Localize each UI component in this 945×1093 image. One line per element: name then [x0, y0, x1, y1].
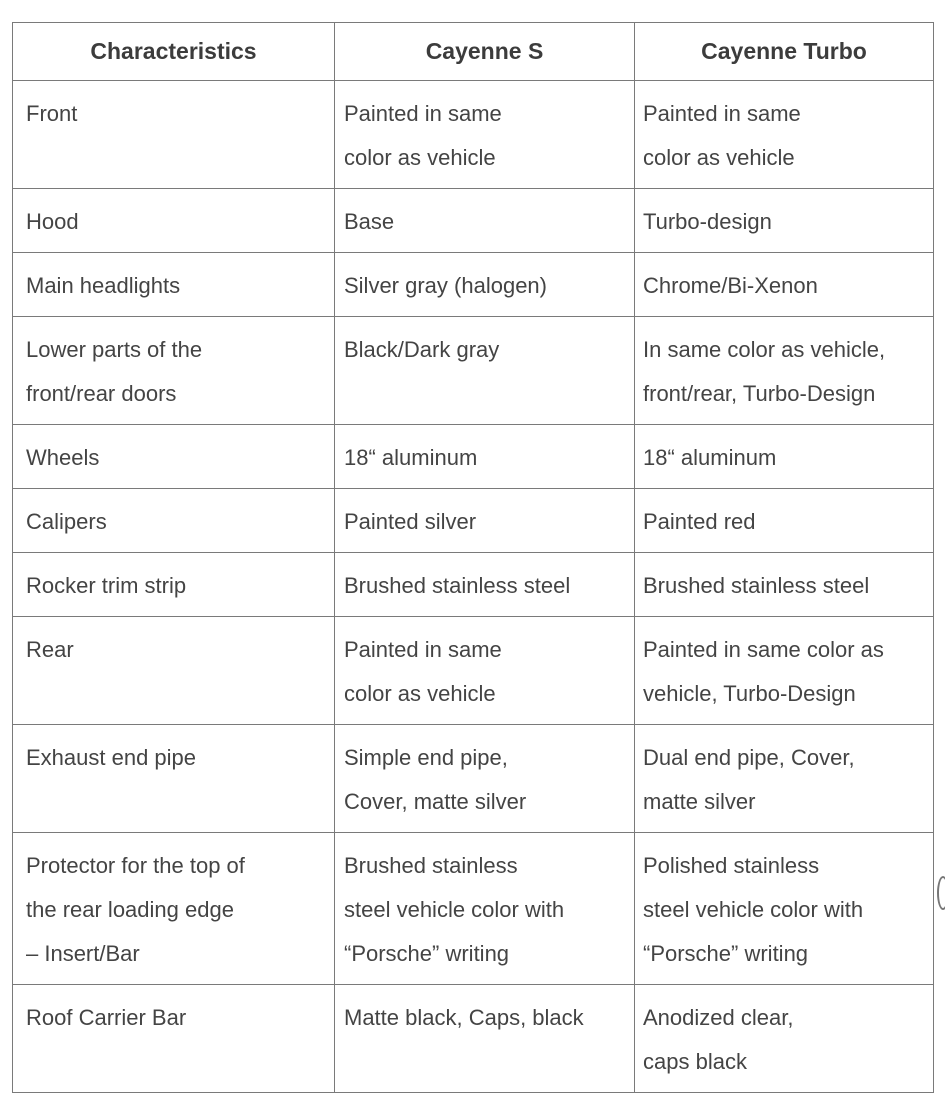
cayenne-turbo-value: 18“ aluminum	[635, 425, 934, 489]
table-row	[13, 833, 934, 985]
table-row	[13, 489, 934, 553]
cayenne-turbo-value: Dual end pipe, Cover, matte silver	[635, 725, 934, 833]
header-characteristics: Characteristics	[13, 23, 335, 81]
header-row	[13, 23, 934, 81]
row-label: Rear	[13, 617, 335, 725]
table-row	[13, 189, 934, 253]
cayenne-turbo-value: Polished stainless steel vehicle color with “Porsche” writing	[635, 833, 934, 985]
cayenne-s-value: Brushed stainless steel vehicle color with “Porsche” writing	[335, 833, 635, 985]
cayenne-turbo-value: Anodized clear, caps black	[635, 985, 934, 1093]
cayenne-s-value: Simple end pipe, Cover, matte silver	[335, 725, 635, 833]
table-row	[13, 985, 934, 1093]
row-label: Wheels	[13, 425, 335, 489]
table-row	[13, 81, 934, 189]
cayenne-s-value: Painted in same color as vehicle	[335, 81, 635, 189]
table-row	[13, 617, 934, 725]
cayenne-s-value: 18“ aluminum	[335, 425, 635, 489]
cayenne-s-value: Black/Dark gray	[335, 317, 635, 425]
header-cayenne-turbo: Cayenne Turbo	[635, 23, 934, 81]
cayenne-turbo-value: Painted red	[635, 489, 934, 553]
row-label: Calipers	[13, 489, 335, 553]
cayenne-turbo-value: Chrome/Bi-Xenon	[635, 253, 934, 317]
row-label: Rocker trim strip	[13, 553, 335, 617]
page-edge-mark	[937, 876, 945, 910]
cayenne-s-value: Painted in same color as vehicle	[335, 617, 635, 725]
cayenne-turbo-value: Painted in same color as vehicle	[635, 81, 934, 189]
cayenne-s-value: Matte black, Caps, black	[335, 985, 635, 1093]
cayenne-s-value: Base	[335, 189, 635, 253]
table-row	[13, 425, 934, 489]
row-label: Exhaust end pipe	[13, 725, 335, 833]
table-row	[13, 253, 934, 317]
row-label: Hood	[13, 189, 335, 253]
row-label: Lower parts of the front/rear doors	[13, 317, 335, 425]
table-row	[13, 553, 934, 617]
cayenne-s-value: Brushed stainless steel	[335, 553, 635, 617]
cayenne-turbo-value: Brushed stainless steel	[635, 553, 934, 617]
header-cayenne-s: Cayenne S	[335, 23, 635, 81]
row-label: Protector for the top of the rear loading edge – Insert/Bar	[13, 833, 335, 985]
row-label: Roof Carrier Bar	[13, 985, 335, 1093]
cayenne-turbo-value: Turbo-design	[635, 189, 934, 253]
row-label: Main headlights	[13, 253, 335, 317]
comparison-table	[12, 22, 934, 1093]
table-row	[13, 725, 934, 833]
cayenne-s-value: Painted silver	[335, 489, 635, 553]
cayenne-turbo-value: In same color as vehicle, front/rear, Turbo-Design	[635, 317, 934, 425]
row-label: Front	[13, 81, 335, 189]
cayenne-s-value: Silver gray (halogen)	[335, 253, 635, 317]
cayenne-turbo-value: Painted in same color as vehicle, Turbo-Design	[635, 617, 934, 725]
table-row	[13, 317, 934, 425]
